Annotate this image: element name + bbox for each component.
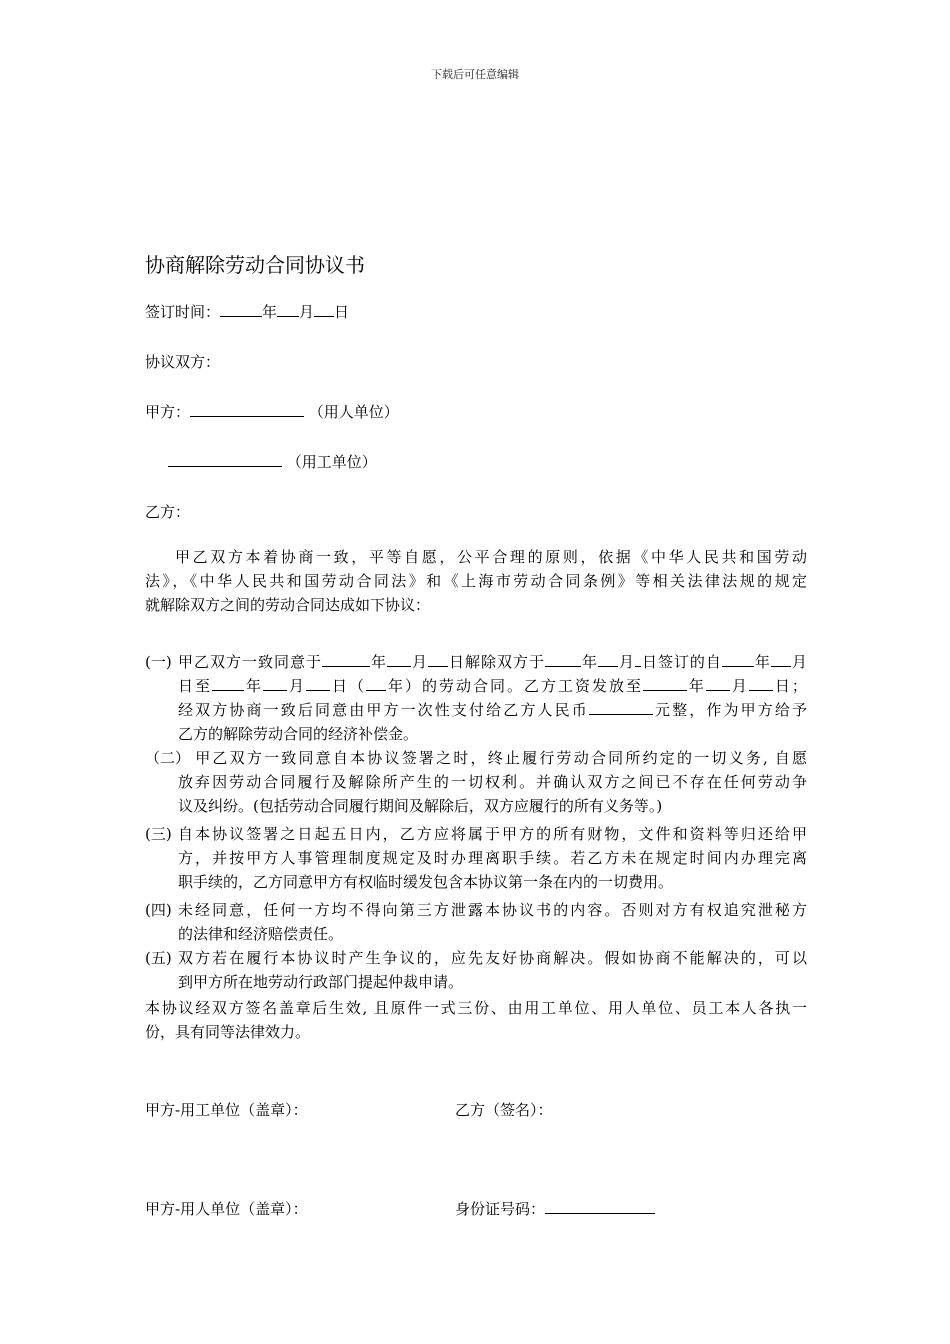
clause-text: 日解除双方于: [447, 653, 545, 671]
clause-text: 经双方协商一致后同意由甲方一次性支付给乙方人民币: [178, 701, 589, 719]
page-header-note: 下载后可任意编辑: [431, 68, 519, 81]
clause-line: [178, 770, 807, 794]
id-number-blank: [545, 1199, 655, 1214]
year-label: 年: [262, 303, 278, 321]
clause-line: [178, 970, 807, 994]
fill-blank: [366, 676, 386, 691]
clause-text: 日；: [772, 677, 807, 695]
clause-text: 年: [686, 677, 706, 695]
fill-blank: [387, 652, 411, 667]
party-a-role1: （用人单位）: [308, 403, 399, 421]
closing-line: 份，具有同等法律效力。: [145, 1023, 311, 1041]
clause-line: [178, 794, 807, 818]
clause-body: [178, 650, 807, 746]
intro-line: 就解除双方之间的劳动合同达成如下协议：: [145, 596, 431, 614]
intro-paragraph: [145, 545, 807, 617]
clause-text: 的法律和经济赔偿责任。: [178, 925, 344, 943]
clause-text: 年: [369, 653, 387, 671]
clause-number: (四): [145, 901, 172, 919]
sign-date-label: 签订时间：: [145, 303, 221, 321]
parties-label: 协议双方：: [145, 353, 221, 371]
clause-item: [145, 650, 807, 746]
intro-line: 甲乙双方本着协商一致，平等自愿，公平合理的原则，依据《中华人民共和国劳动: [175, 548, 807, 566]
clause-body: [178, 946, 807, 994]
party-a-blank2: [168, 452, 282, 467]
clause-line: [178, 846, 807, 870]
sign-date-line: [145, 301, 349, 322]
party-b-label: 乙方：: [145, 503, 191, 521]
clause-text: 年: [580, 653, 598, 671]
clause-text: 月: [287, 677, 306, 695]
clause-body: [178, 898, 807, 946]
clause-text: 放弃因劳动合同履行及解除所产生的一切权利。并确认双方之间已不存在任何劳动争: [178, 773, 807, 791]
party-a-employer-seal: 甲方-用工单位（盖章）：: [145, 1101, 308, 1119]
clause-text: 日至: [178, 677, 212, 695]
clause-number: (三): [145, 825, 172, 843]
fill-blank: [263, 676, 287, 691]
fill-blank: [589, 700, 653, 715]
clause-line: [178, 822, 807, 846]
clause-text: 月: [410, 653, 428, 671]
party-a-line2: [168, 451, 377, 472]
party-a-label: 甲方：: [145, 403, 191, 421]
party-b-signature: 乙方（签名）：: [455, 1101, 553, 1119]
clause-text: 未经同意，任何一方均不得向第三方泄露本协议书的内容。否则对方有权追究泄秘方: [178, 901, 807, 919]
clause-line: [178, 870, 807, 894]
fill-blank: [722, 652, 754, 667]
clause-line: [178, 650, 807, 674]
clause-body: [178, 746, 807, 818]
year-blank: [220, 302, 262, 317]
clause-text: 双方若在履行本协议时产生争议的，应先友好协商解决。假如协商不能解决的，可以: [178, 949, 807, 967]
clause-text: 月: [729, 677, 749, 695]
clause-text: 日（: [330, 677, 366, 695]
id-number-line: [455, 1198, 655, 1219]
closing-paragraph: [145, 996, 807, 1044]
clause-text: 甲乙双方一致同意自本协议签署之时，终止履行劳动合同所约定的一切义务, 自愿: [178, 749, 807, 767]
clause-line: [178, 898, 807, 922]
fill-blank: [306, 676, 330, 691]
clause-line: [178, 746, 807, 770]
party-a-line: [145, 401, 399, 422]
party-a-user-seal: 甲方-用人单位（盖章）：: [145, 1200, 308, 1218]
intro-line: 法》，《中华人民共和国劳动合同法》和《上海市劳动合同条例》等相关法律法规的规定: [145, 572, 807, 590]
fill-blank: [545, 652, 581, 667]
clause-text: 职手续的，乙方同意甲方有权临时缓发包含本协议第一条在内的一切费用。: [178, 873, 674, 891]
clause-number: （二）: [145, 749, 191, 767]
clause-line: [178, 698, 807, 722]
id-number-label: 身份证号码：: [455, 1200, 546, 1218]
clause-text: 年: [244, 677, 263, 695]
clause-text: 月: [617, 653, 635, 671]
fill-blank: [598, 652, 618, 667]
clause-text: 乙方的解除劳动合同的经济补偿金。: [178, 725, 419, 743]
clause-line: [178, 922, 807, 946]
clause-line: [178, 674, 807, 698]
clause-body: [178, 822, 807, 894]
clause-number: (一): [145, 653, 172, 671]
clause-number: (五): [145, 949, 172, 967]
clause-text: 日签订的自: [640, 653, 722, 671]
clause-text: 方，并按甲方人事管理制度规定及时办理离职手续。若乙方未在规定时间内办理完离: [178, 849, 807, 867]
fill-blank: [428, 652, 448, 667]
fill-blank: [212, 676, 244, 691]
fill-blank: [706, 676, 730, 691]
month-label: 月: [299, 303, 315, 321]
clause-item: [145, 746, 807, 818]
fill-blank: [771, 652, 791, 667]
clause-item: [145, 822, 807, 894]
document-title: 协商解除劳动合同协议书: [145, 253, 365, 277]
day-label: 日: [334, 303, 350, 321]
month-blank: [277, 302, 299, 317]
clause-text: 月: [790, 653, 807, 671]
clause-text: 自本协议签署之日起五日内，乙方应将属于甲方的所有财物，文件和资料等归还给甲: [178, 825, 807, 843]
fill-blank: [749, 676, 773, 691]
fill-blank: [643, 676, 687, 691]
clause-text: 年: [753, 653, 771, 671]
fill-blank: [322, 652, 370, 667]
clause-text: 年）的劳动合同。乙方工资发放至: [386, 677, 643, 695]
party-a-blank: [190, 402, 304, 417]
day-blank: [314, 302, 334, 317]
clause-item: [145, 898, 807, 946]
clause-text: 到甲方所在地劳动行政部门提起仲裁申请。: [178, 973, 464, 991]
clause-text: 甲乙双方一致同意于: [178, 653, 322, 671]
clause-line: [178, 946, 807, 970]
clause-text: 议及纠纷。(包括劳动合同履行期间及解除后，双方应履行的所有义务等。): [178, 797, 663, 815]
clause-item: [145, 946, 807, 994]
closing-line: 本协议经双方签名盖章后生效, 且原件一式三份、由用工单位、用人单位、员工本人各执一: [145, 999, 807, 1017]
party-a-role2: （用工单位）: [286, 453, 377, 471]
clause-line: [178, 722, 807, 746]
clause-text: 元整，作为甲方给予: [652, 701, 807, 719]
